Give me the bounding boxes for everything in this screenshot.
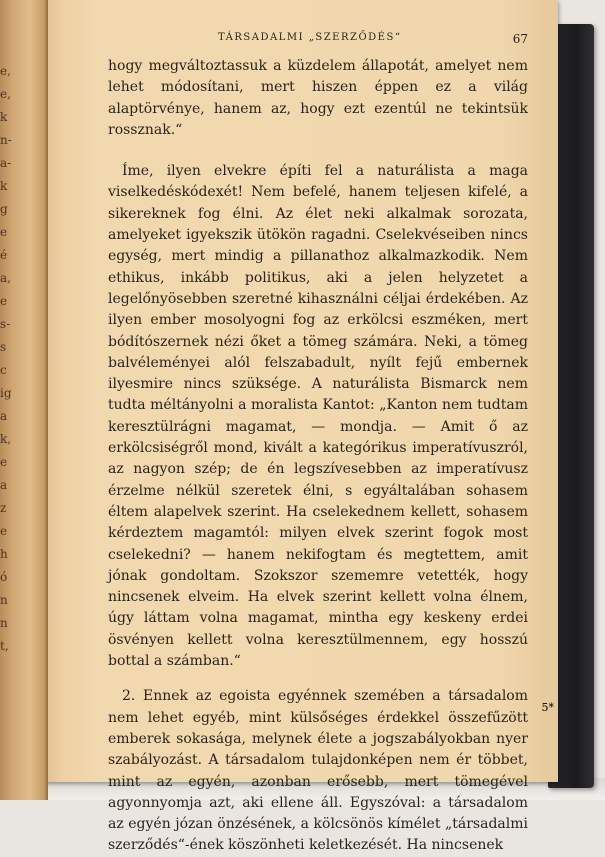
paragraph-section-2: 2. Ennek az egoista egyénnek szemében a társadalom nem lehet egyéb, mint külsőséges érdekkel összefűzött emberek sokasága, melynek élete a jogszabályokban nyer szabályozást. A társadalom tulajdonképen nem ér többet, mint az egyén, azonban erősebb, mert tömegével agyonnyomja azt, aki ellene áll. Egyszóval: a társadalom az egyén józan önzésének, a kölcsönös kímélet „társadalmi szerződés“-ének köszönheti keletkezését. Ha nincsenek <box>108 688 528 854</box>
previous-page-fragment: a, <box>0 271 11 285</box>
previous-page-fragment: t, <box>0 639 9 653</box>
book-gutter <box>0 0 48 800</box>
previous-page-fragment: é <box>0 248 8 262</box>
previous-page-fragment: ó <box>0 570 8 584</box>
book-page <box>38 0 558 854</box>
page-number: 67 <box>512 32 528 46</box>
previous-page-fragment: c <box>0 363 7 377</box>
previous-page-fragment: n- <box>0 133 12 147</box>
previous-page-fragment: k <box>0 110 8 124</box>
previous-page-fragment: e <box>0 524 8 538</box>
signature-mark: 5* <box>541 701 554 714</box>
previous-page-fragment: s <box>0 340 7 354</box>
running-head <box>108 32 528 56</box>
previous-page-fragment: e <box>0 455 8 469</box>
previous-page-fragment: a <box>0 478 8 492</box>
previous-page-fragment: s- <box>0 317 11 331</box>
previous-page-fragment: n <box>0 593 8 607</box>
previous-page-fragment: e <box>0 294 8 308</box>
previous-page-fragment: e, <box>0 64 11 78</box>
paragraph-ime: Íme, ilyen elvekre építi fel a naturálista a maga viselkedéskódexét! Nem befelé, hanem teljesen kifelé, a sikereknek fog élni. Az élet neki alkalmak sorozata, amelyeket igyekszik ütökön ragadni. Cselekvéseiben nincs egység, mert mindig a pillanathoz alkalmazkodik. Nem ethikus, inkább politikus, aki a jelen helyzetet a legelőnyösebben szeretné kihasználni céljai érdekében. Az ilyen ember mosolyogni fog az erkölcsi eszméken, mert bódítószernek nézi őket a tömeg számára. Neki, a tömeg balvéleményei alól felszabadult, nyílt fejű embernek ilyesmire nincs szüksége. A naturálista Bismarck nem tudta méltányolni a moralista Kantot: „Kanton nem tudtam keresztülrágni magamat, — mondja. — Amit ő az erkölcsiségről mond, kivált a kategórikus imperatívuszról, az nagyon szép; de én legszívesebben az imperatívusz érzelme nélkül szeretek élni, s egyáltalában sohasem éltem alapelvek szerint. Ha cselekednem kellett, sohasem kérdeztem magamtól: milyen elvek szerint fogok most cselekedni? — hanem nekifogtam és megtettem, amit jónak gondoltam. Szokszor szememre vetették, hogy nincsenek elveim. Ha elvek szerint kellett volna élnem, úgy láttam volna magamat, mintha egy keskeny erdei ösvényen kellett volna keresztülmennem, egy hosszú bottal a számban.“ <box>108 163 528 670</box>
previous-page-fragment: g <box>0 202 8 216</box>
previous-page-fragment: e, <box>0 87 11 101</box>
previous-page-fragment: a- <box>0 156 12 170</box>
previous-page-fragment: e <box>0 225 8 239</box>
previous-page-fragment: h <box>0 547 8 561</box>
running-head-title: TÁRSADALMI „SZERZŐDÉS“ <box>218 32 402 43</box>
previous-page-fragment: n <box>0 616 8 630</box>
previous-page-fragment: z <box>0 501 7 515</box>
previous-page-edge-text <box>0 60 14 760</box>
previous-page-fragment: ig <box>0 386 12 400</box>
page-text-block <box>108 32 528 857</box>
paragraph-continuation: hogy megváltoztassuk a küzdelem állapotát, amelyet nem lehet módosítani, mert hiszen éppen ez a világ alaptörvénye, hanem az, hogy ezt ezentúl ne tekintsük rossznak.“ <box>108 58 528 138</box>
previous-page-fragment: a <box>0 409 8 423</box>
previous-page-fragment: k <box>0 179 8 193</box>
previous-page-fragment: k, <box>0 432 12 446</box>
